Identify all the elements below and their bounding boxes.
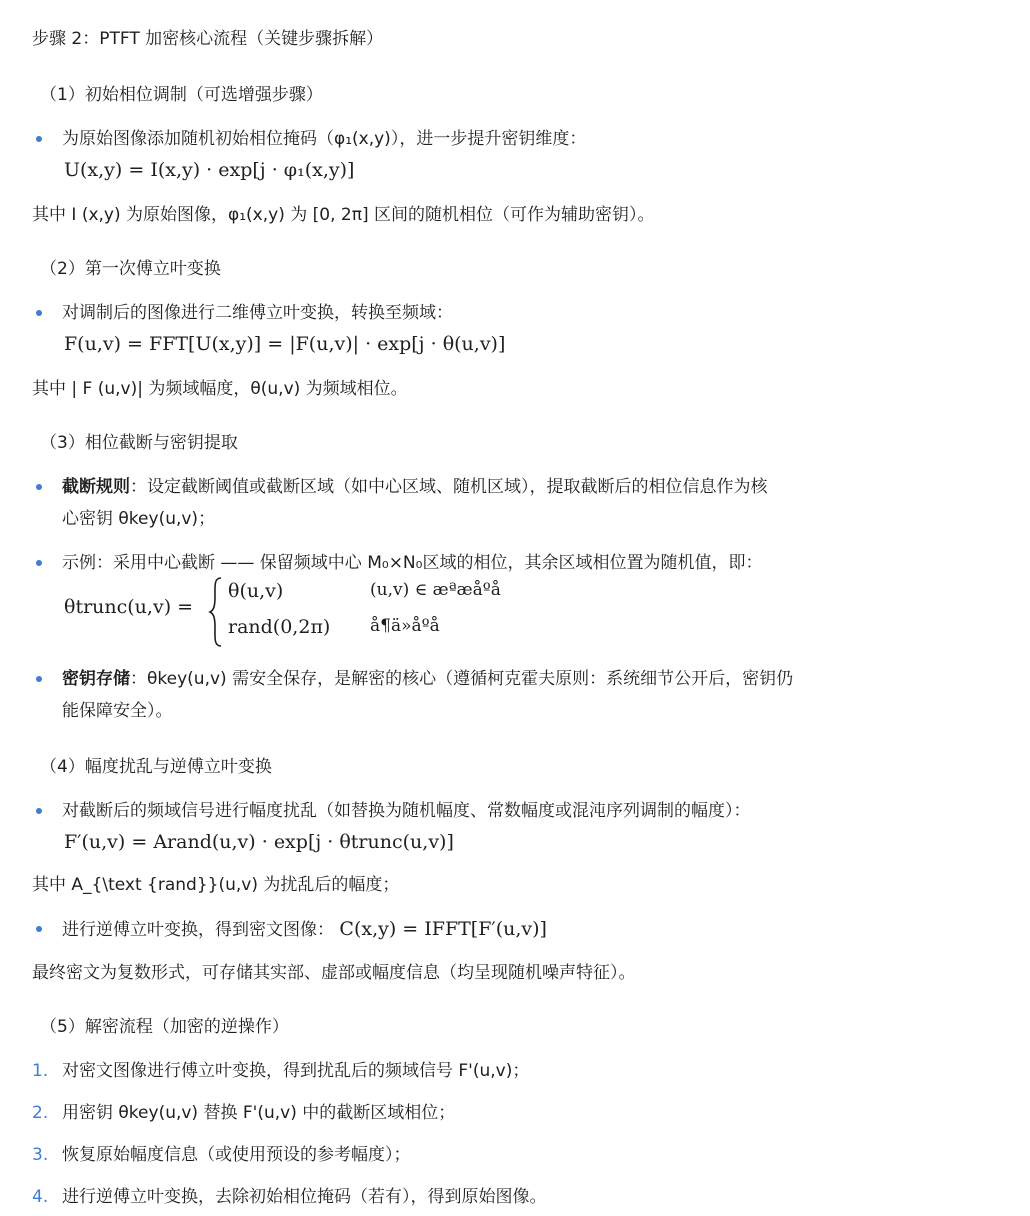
s4-bullet2-text: 进行逆傅立叶变换，得到密文图像： <box>62 920 334 940</box>
step-number: 1. <box>32 1061 49 1081</box>
s1-bullet-text: 为原始图像添加随机初始相位掩码（φ₁(x,y)），进一步提升密钥维度： <box>62 129 587 149</box>
left-brace <box>208 576 224 648</box>
bullet-dot <box>36 808 42 814</box>
case2-value: rand(0,2π) <box>228 616 331 638</box>
section-4-heading: （4）幅度扰乱与逆傅立叶变换 <box>40 757 272 777</box>
bullet-dot <box>36 136 42 142</box>
s3-rule-line2: 心密钥 θkey(u,v)； <box>62 509 216 529</box>
page-title: 步骤 2：PTFT 加密核心流程（关键步骤拆解） <box>32 29 384 49</box>
s4-formula: F′(u,v) = Arand(u,v) · exp[j · θtrunc(u,v)] <box>64 831 454 853</box>
step-number: 3. <box>32 1145 49 1165</box>
s4-note: 其中 A_{\text {rand}}(u,v) 为扰乱后的幅度； <box>32 875 400 895</box>
section-3-heading: （3）相位截断与密钥提取 <box>40 433 238 453</box>
step-text: 用密钥 θkey(u,v) 替换 F'(u,v) 中的截断区域相位； <box>62 1103 456 1123</box>
s4-bullet-text: 对截断后的频域信号进行幅度扰乱（如替换为随机幅度、常数幅度或混沌序列调制的幅度）： <box>62 801 751 821</box>
bullet-dot <box>36 484 42 490</box>
section-1-heading: （1）初始相位调制（可选增强步骤） <box>40 85 323 105</box>
case2-condition: å¶ä»åºå <box>370 616 440 636</box>
rule-label: 截断规则 <box>62 477 130 497</box>
s2-note: 其中 | F (u,v)| 为频域幅度，θ(u,v) 为频域相位。 <box>32 379 408 399</box>
s4-bullet2 <box>62 916 547 943</box>
section-2-heading: （2）第一次傅立叶变换 <box>40 259 221 279</box>
step-text: 进行逆傅立叶变换，去除初始相位掩码（若有），得到原始图像。 <box>62 1187 547 1207</box>
step-text: 恢复原始幅度信息（或使用预设的参考幅度）； <box>62 1145 411 1165</box>
s3-rule <box>62 474 768 500</box>
case-lhs: θtrunc(u,v) = <box>64 596 194 618</box>
s1-note: 其中 I (x,y) 为原始图像，φ₁(x,y) 为 [0, 2π] 区间的随机相位（可作为辅助密钥）。 <box>32 205 655 225</box>
section-5-heading: （5）解密流程（加密的逆操作） <box>40 1017 289 1037</box>
bullet-dot <box>36 926 42 932</box>
step-text: 对密文图像进行傅立叶变换，得到扰乱后的频域信号 F'(u,v)； <box>62 1061 530 1081</box>
s3-storage <box>62 666 793 692</box>
s1-formula: U(x,y) = I(x,y) · exp[j · φ₁(x,y)] <box>64 159 355 181</box>
case1-value: θ(u,v) <box>228 580 284 602</box>
s2-bullet-text: 对调制后的图像进行二维傅立叶变换，转换至频域： <box>62 303 453 323</box>
s3-example: 示例：采用中心截断 —— 保留频域中心 M₀×N₀区域的相位，其余区域相位置为随机值，即： <box>62 553 763 573</box>
s4-note2: 最终密文为复数形式，可存储其实部、虚部或幅度信息（均呈现随机噪声特征）。 <box>32 963 636 983</box>
step-number: 4. <box>32 1187 49 1207</box>
s2-formula: F(u,v) = FFT[U(x,y)] = |F(u,v)| · exp[j · θ(u,v)] <box>64 333 506 355</box>
storage-text: ：θkey(u,v) 需安全保存，是解密的核心（遵循柯克霍夫原则：系统细节公开后，密钥仍 <box>130 669 794 689</box>
rule-text: ：设定截断阈值或截断区域（如中心区域、随机区域），提取截断后的相位信息作为核 <box>130 477 768 497</box>
s4-formula2: C(x,y) = IFFT[F′(u,v)] <box>339 918 547 940</box>
step-number: 2. <box>32 1103 49 1123</box>
s3-storage-line2: 能保障安全）。 <box>62 701 173 721</box>
bullet-dot <box>36 310 42 316</box>
bullet-dot <box>36 676 42 682</box>
bullet-dot <box>36 560 42 566</box>
case1-condition: (u,v) ∈ æªæåºå <box>370 580 501 600</box>
storage-label: 密钥存储 <box>62 669 130 689</box>
